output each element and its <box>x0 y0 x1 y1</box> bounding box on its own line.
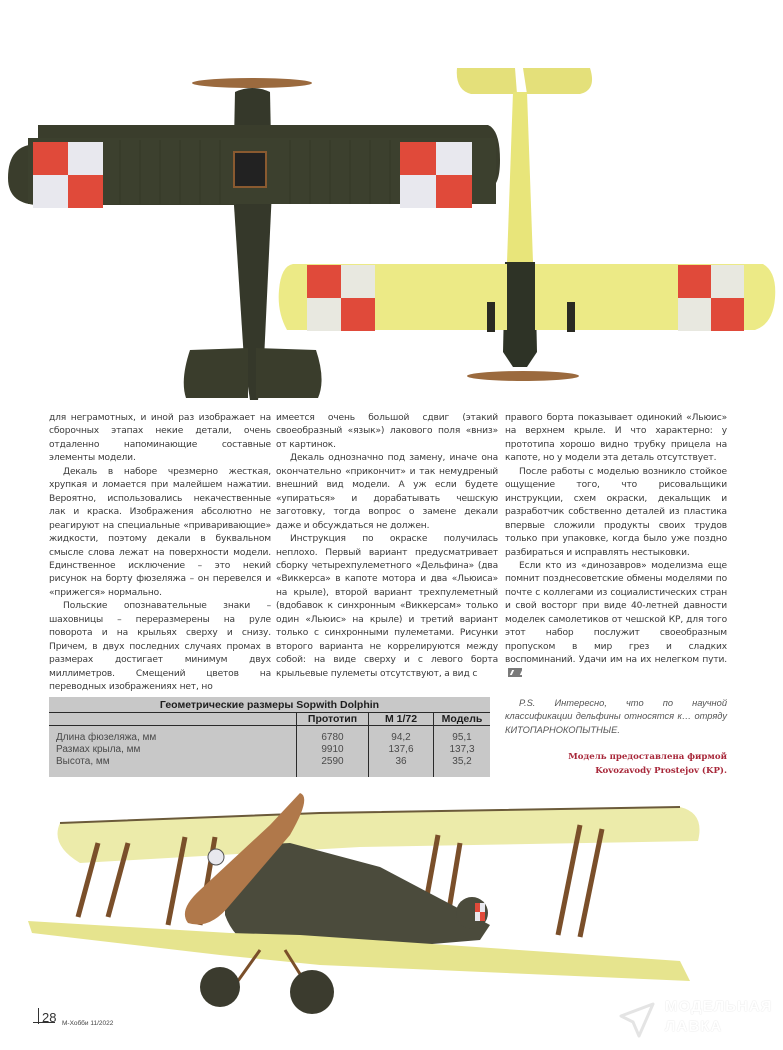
model-three-quarter-photo <box>20 785 720 1015</box>
tailplane <box>457 68 517 94</box>
paragraph: имеется очень большой сдвиг (этакий своеобразный «язык») лакового поля «вниз» от картинок. <box>276 413 498 450</box>
cell: 9910 <box>321 744 344 755</box>
tailplane <box>184 348 248 398</box>
fuselage <box>507 92 533 262</box>
postscript-text: P.S. Интересно, что по научной классификации дельфины относятся к… отряду КИТОПАРНОКОПЫТНЫЕ. <box>505 698 727 735</box>
cell: 35,2 <box>452 756 472 767</box>
credit-line-1: Модель предоставлена фирмой <box>568 752 727 762</box>
paragraph: Польские опознавательные знаки – шаховницы – переразмерены на руле поворота и на крыльях сверху и снизу. Причем, в двух последних случаях промах в размерах достигает минимум двух миллиметров. Смещений цветов на переводных изображениях нет, но <box>49 601 271 693</box>
cell: 137,3 <box>449 744 475 755</box>
column-header: М 1/72 <box>384 713 418 725</box>
watermark-line-2: ЛАВКА <box>665 1018 723 1035</box>
wheel <box>290 970 334 1014</box>
cell: 137,6 <box>388 744 414 755</box>
cell: 2590 <box>321 756 344 767</box>
row-label: Длина фюзеляжа, мм <box>56 732 157 743</box>
row-label: Высота, мм <box>56 756 110 767</box>
paper-plane-icon <box>617 1000 657 1040</box>
cell: 36 <box>395 756 407 767</box>
article-column-3 <box>505 412 727 681</box>
postscript <box>505 697 727 737</box>
paragraph: для неграмотных, и иной раз изображает на сборочных этапах некие детали, очень отдаленно напоминающие составные элементы модели. <box>49 413 271 464</box>
wheel <box>200 967 240 1007</box>
roundel-right <box>678 265 744 331</box>
credit-line-2: Kovozavody Prostejov (KP). <box>595 766 727 776</box>
paragraph: Декаль однозначно под замену, иначе она окончательно «прикончит» и так немудреный внешний вид модели. А уж если будете «упираться» и дорабатывать чешскую заготовку, тогда вопрос о замене декали даже и обсуждаться не должен. <box>276 453 498 531</box>
article-column-1 <box>49 412 271 695</box>
roundel-left <box>307 265 375 331</box>
table-title: Геометрические размеры Sopwith Dolphin <box>159 699 380 711</box>
watermark-line-1: МОДЕЛЬНАЯ <box>665 998 773 1015</box>
column-header: Модель <box>441 713 483 725</box>
spinner <box>208 849 224 865</box>
page-number: 28 <box>42 1010 57 1025</box>
paragraph: Инструкция по окраске получилась неплохо. Первый вариант предусматривает сборку четырехпулеметного «Дельфина» (два «Виккерса» в капоте мотора и два «Льюиса» на крыле), второй вариант трехпулеметный (вдобавок к синхронным «Виккерсам» только один «Льюис» на крыле) и третий вариант только с синхронными пулеметами. Рисунки второго варианта не коррелируются между собой: на виде сверху и с левого борта крыльевые пулеметы отсутствуют, а вид с <box>276 534 498 679</box>
cell: 95,1 <box>452 732 472 743</box>
column-header: Прототип <box>307 713 358 725</box>
model-credit <box>568 750 727 778</box>
propeller <box>467 371 579 381</box>
roundel-left <box>33 142 103 208</box>
cell: 6780 <box>321 732 344 743</box>
paragraph <box>505 560 727 681</box>
dimensions-table <box>49 697 490 777</box>
row-label: Размах крыла, мм <box>56 744 141 755</box>
model-bottom-view-photo <box>275 62 780 392</box>
paragraph-text: Если кто из «динозавров» моделизма еще помнит позднесоветские обмены моделями по почте с коллегами из социалистических стран и свой восторг при виде 40-летней давности моделек самолетиков от чешской КР, для того этот набор послужит своеобразным пропуском в мир грез и сладких воспоминаний. Удачи им на их нелегком пути. <box>505 560 727 666</box>
cell: 94,2 <box>391 732 411 743</box>
paragraph: После работы с моделью возникло стойкое ощущение того, что рисовальщики инструкции, схем окраски, декальщик и разработчик собственно деталей из пластика впервые сложили продукты своих трудов только при упаковке, когда было уже поздно разбираться и исправлять нестыковки. <box>505 466 727 558</box>
watermark <box>617 998 777 1042</box>
divider <box>49 725 490 726</box>
magazine-logo-icon <box>508 668 522 677</box>
cockpit <box>234 152 266 187</box>
issue-label: М-Хобби 11/2022 <box>62 1020 114 1027</box>
paragraph: Декаль в наборе чрезмерно жесткая, хрупкая и ломается при малейшем нажатии. Вероятно, использовались некачественные лак и краска. Изображения абсолютно не реагируют на специальные «приваривающие» жидкости, поэтому декали в буквальном смысле слова лежат на поверхности модели. Единственное исключение – это некий рисунок на борту фюзеляжа – он перевелся и «прижегся» нормально. <box>49 466 271 598</box>
article-column-2 <box>276 412 498 681</box>
paragraph: правого борта показывает одинокий «Льюис» на верхнем крыле. И что характерно: у прототипа хорошо видно трубку прицела на капоте, но у модели эта деталь отсутствует. <box>505 413 727 464</box>
